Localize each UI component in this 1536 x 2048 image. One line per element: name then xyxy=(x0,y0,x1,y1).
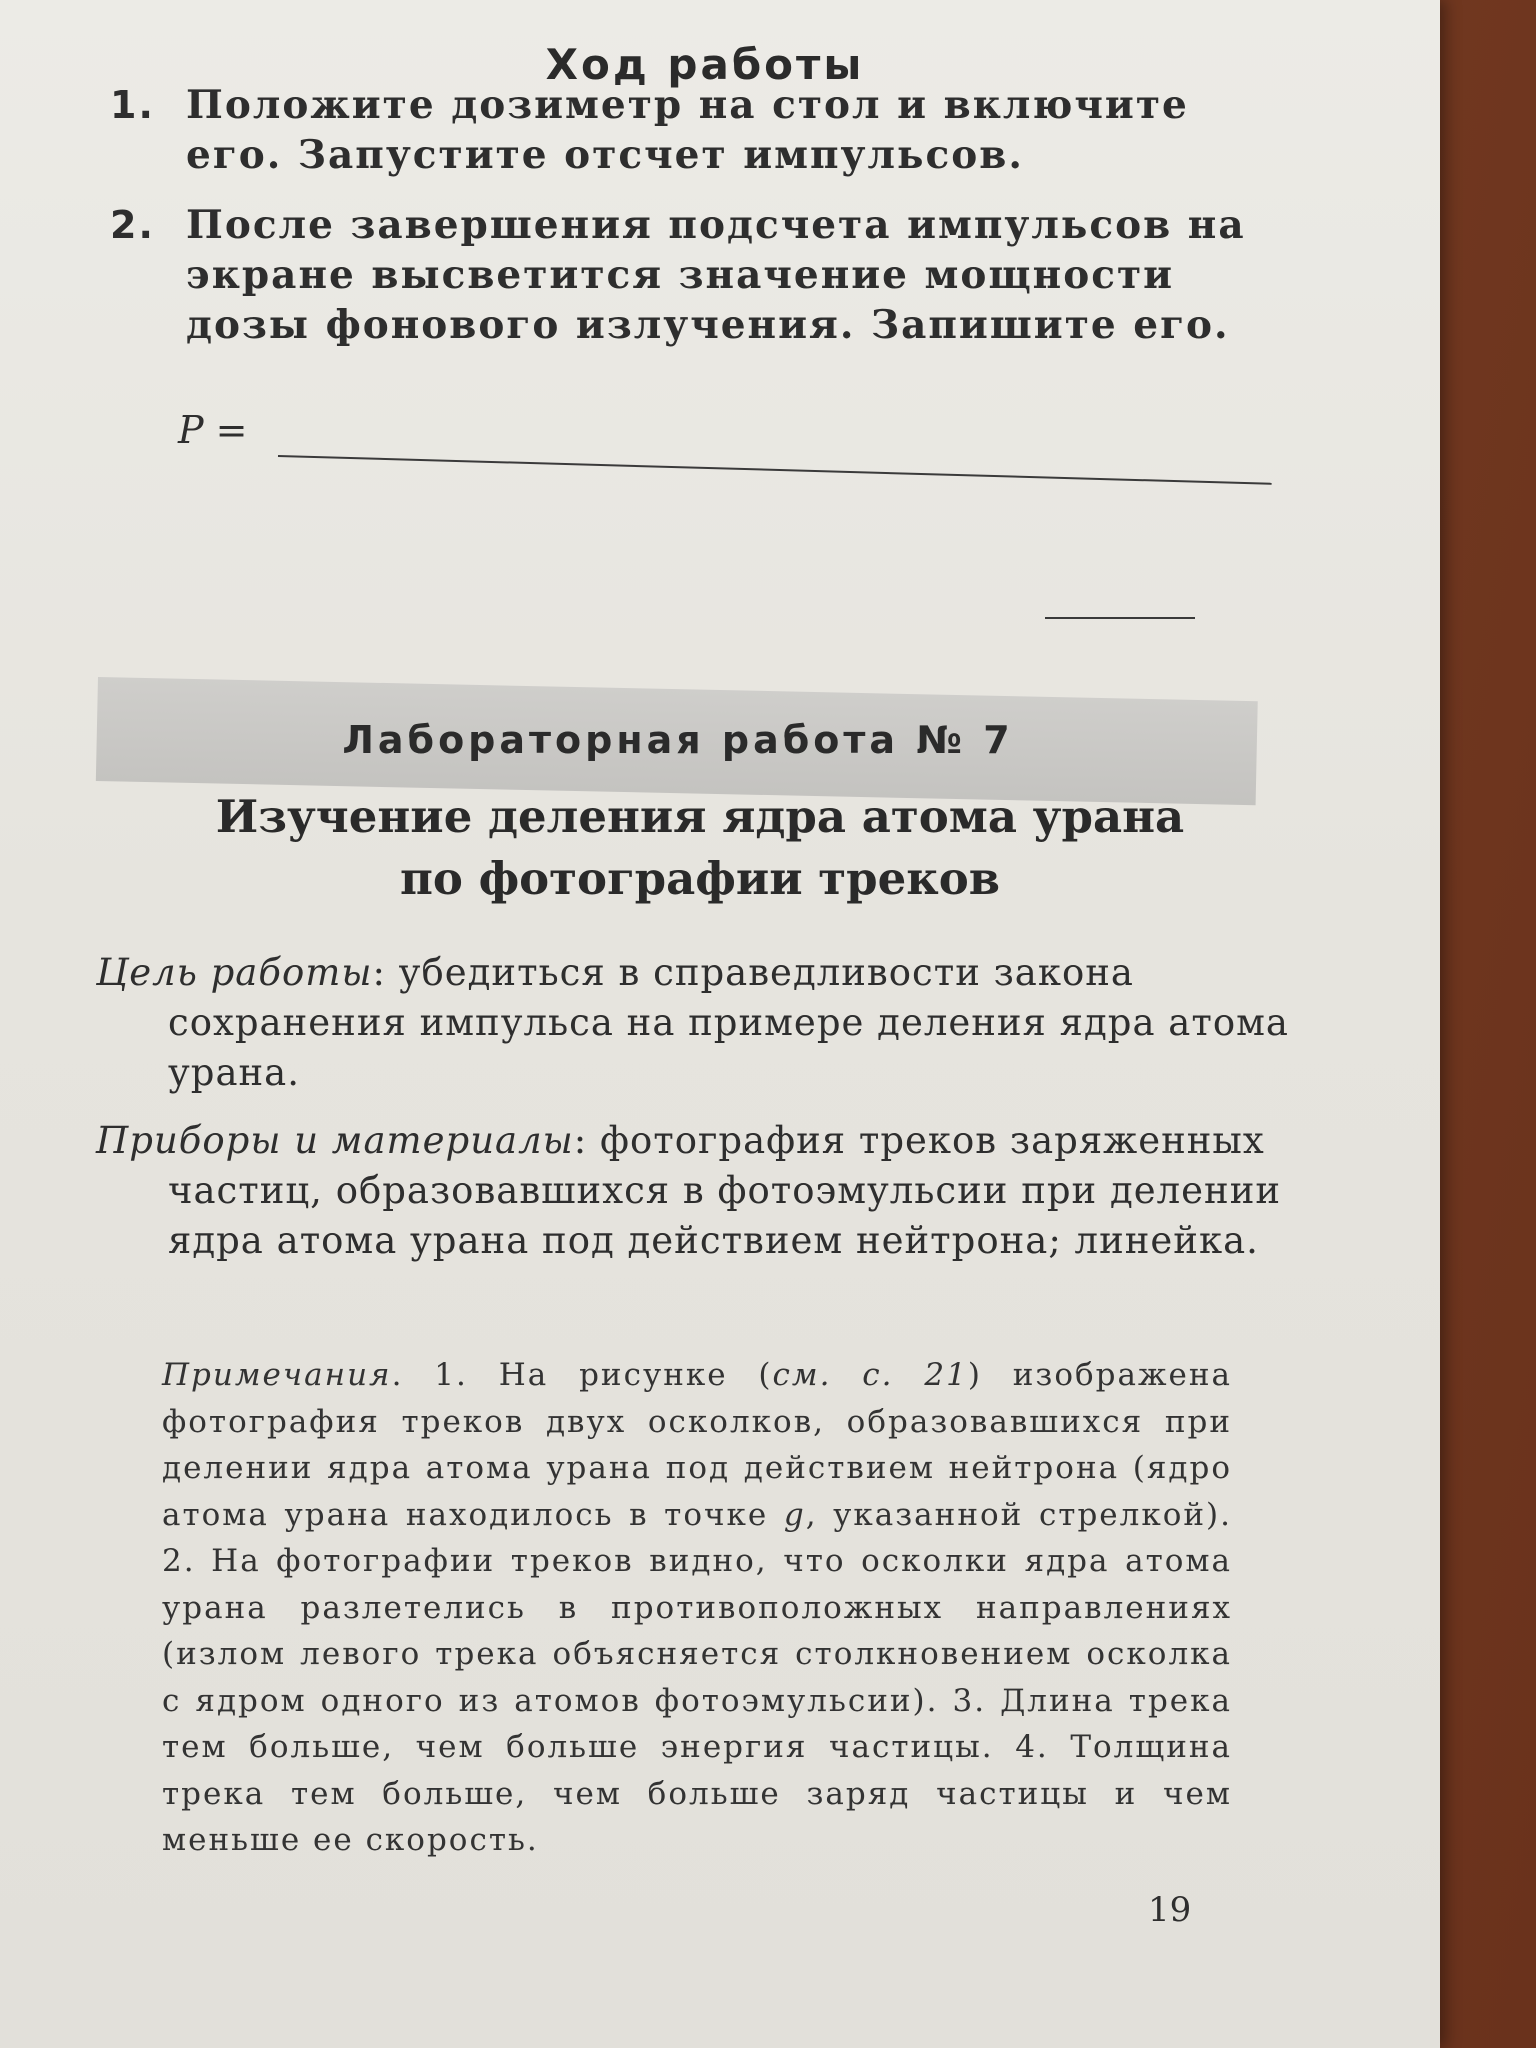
notes-text-3: , указанной стрелкой). 2. На фотографии треков видно, что осколки ядра атома урана разлетелись в противоположных направлениях (излом левого трека объясняется столкновением осколка с ядром одного из атомов фотоэмульсии). 3. Длина трека тем больше, чем больше энергия частицы. 4. Толщина трека тем больше, чем больше заряд частицы и чем меньше ее скорость. xyxy=(162,1496,1232,1858)
notes-text-1: . 1. На рисунке ( xyxy=(391,1357,773,1393)
materials-text: : фотография треков заряженных частиц, образовавшихся в фотоэмульсии при делении ядра атома урана под действием нейтрона; линейка. xyxy=(168,1119,1282,1262)
goal-label: Цель работы xyxy=(96,951,373,994)
notes-page-ref: см. с. 21 xyxy=(772,1357,968,1393)
procedure-steps xyxy=(110,80,1280,370)
step-text: Положите дозиметр на стол и включите его. Запустите отсчет импульсов. xyxy=(186,82,1189,178)
materials-paragraph xyxy=(96,1116,1318,1266)
materials-label: Приборы и материалы xyxy=(96,1119,574,1162)
page-number: 19 xyxy=(1148,1890,1192,1930)
step-number: 2. xyxy=(110,203,155,247)
goal-paragraph xyxy=(96,948,1318,1098)
title-line-2: по фотографии треков xyxy=(399,852,1001,905)
goal-text: : убедиться в справедливости закона сохранения импульса на примере деления ядра атома урана. xyxy=(168,951,1289,1094)
notes-paragraph xyxy=(162,1352,1232,1864)
title-line-1: Изучение деления ядра атома урана xyxy=(215,790,1185,843)
lab-number-title: Лабораторная работа № 7 xyxy=(342,718,1014,762)
step-number: 1. xyxy=(110,83,155,127)
notes-text-2: ) изображена фотография треков двух осколков, образовавшихся при делении ядра атома урана под действием нейтрона (ядро атома урана находилось в точке xyxy=(162,1357,1233,1533)
answer-label: P = xyxy=(178,408,248,452)
lab-main-title xyxy=(0,786,1400,910)
procedure-heading: Ход работы xyxy=(545,40,865,89)
answer-line xyxy=(278,455,1272,485)
procedure-step xyxy=(110,200,1280,350)
notes-label: Примечания xyxy=(162,1357,392,1393)
end-divider xyxy=(1045,617,1195,619)
step-text: После завершения подсчета импульсов на экране высветится значение мощности дозы фонового излучения. Запишите его. xyxy=(186,202,1246,348)
notes-point: g xyxy=(783,1496,806,1533)
procedure-step xyxy=(110,80,1280,180)
